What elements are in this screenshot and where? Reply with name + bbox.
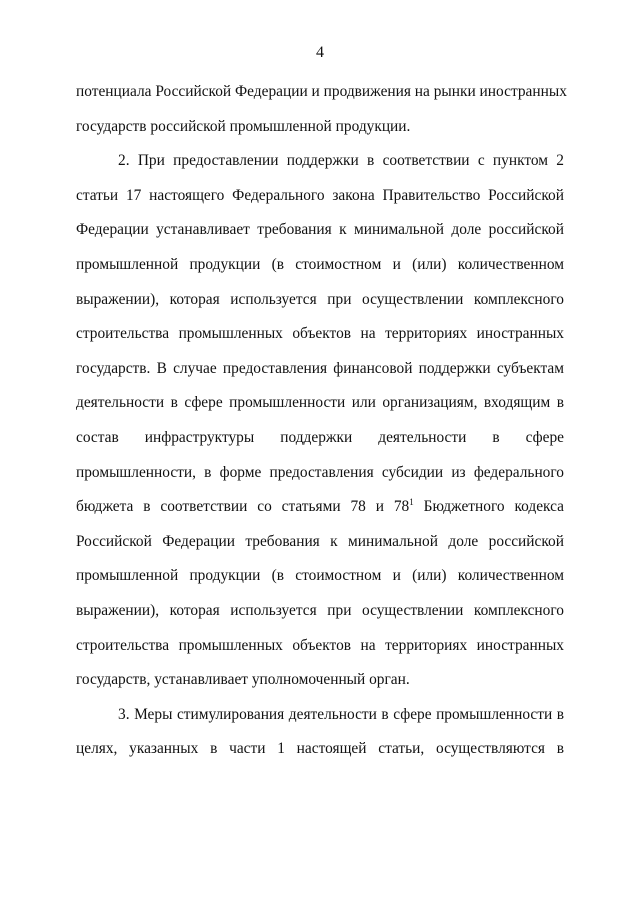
text-line: выражении), которая используется при осуществлении комплексного: [76, 290, 564, 308]
text-line: промышленной продукции (в стоимостном и (или) количественном: [76, 567, 564, 585]
text-line: строительства промышленных объектов на территориях иностранных: [76, 325, 564, 343]
superscript: 1: [409, 497, 414, 508]
text-line: 3. Меры стимулирования деятельности в сфере промышленности в: [118, 705, 564, 723]
text-line: Российской Федерации требования к минимальной доле российской: [76, 532, 564, 550]
text-line: выражении), которая используется при осуществлении комплексного: [76, 601, 564, 619]
page-number: 4: [316, 44, 324, 61]
text-line: промышленности, в форме предоставления субсидии из федерального: [76, 463, 564, 481]
text-line: строительства промышленных объектов на территориях иностранных: [76, 636, 564, 654]
text-line: деятельности в сфере промышленности или организациям, входящим в: [76, 394, 564, 412]
text-line: статьи 17 настоящего Федерального закона Правительство Российской: [76, 186, 564, 204]
text-line: 2. При предоставлении поддержки в соответствии с пунктом 2: [118, 152, 564, 170]
text-line: государств. В случае предоставления финансовой поддержки субъектам: [76, 359, 564, 377]
text-line: потенциала Российской Федерации и продвижения на рынки иностранных: [76, 83, 567, 100]
text-line: бюджета в соответствии со статьями 78 и $78^1$ Бюджетного кодекса: [76, 497, 564, 516]
text-line: состав инфраструктуры поддержки деятельности в сфере: [76, 428, 564, 446]
text-line: целях, указанных в части 1 настоящей статьи, осуществляются в: [76, 740, 564, 758]
document-body: [76, 78, 567, 770]
text-line: промышленной продукции (в стоимостном и (или) количественном: [76, 255, 564, 273]
text-line: государств, устанавливает уполномоченный орган.: [76, 671, 410, 689]
text-line: государств российской промышленной продукции.: [76, 117, 411, 135]
text-line: Федерации устанавливает требования к минимальной доле российской: [76, 221, 564, 239]
